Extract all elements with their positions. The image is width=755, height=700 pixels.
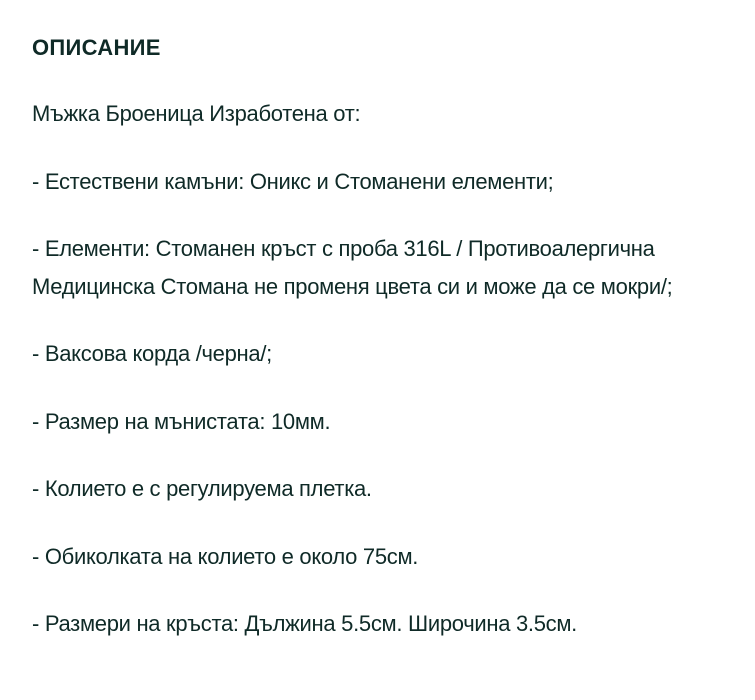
description-cross-size: - Размери на кръста: Дължина 5.5см. Широчина 3.5см. [32,611,577,636]
description-bead-size: - Размер на мънистата: 10мм. [32,408,331,434]
description-elements: - Елементи: Стоманен кръст с проба 316L / Противоалергична Медицинска Стомана не променя цвета си и може да се мокри/; [32,236,673,299]
section-title: ОПИСАНИЕ [32,35,161,60]
description-clasp: - Колието е с регулируема плетка. [32,476,372,501]
description-cord: - Ваксова корда /черна/; [32,341,272,366]
description-length: - Обиколката на колието е около 75см. [32,543,419,569]
description-stones: - Естествени камъни: Оникс и Стоманени елементи; [32,168,554,194]
description-intro: Мъжка Броеница Изработена от: [32,101,361,126]
description-body [32,95,732,673]
